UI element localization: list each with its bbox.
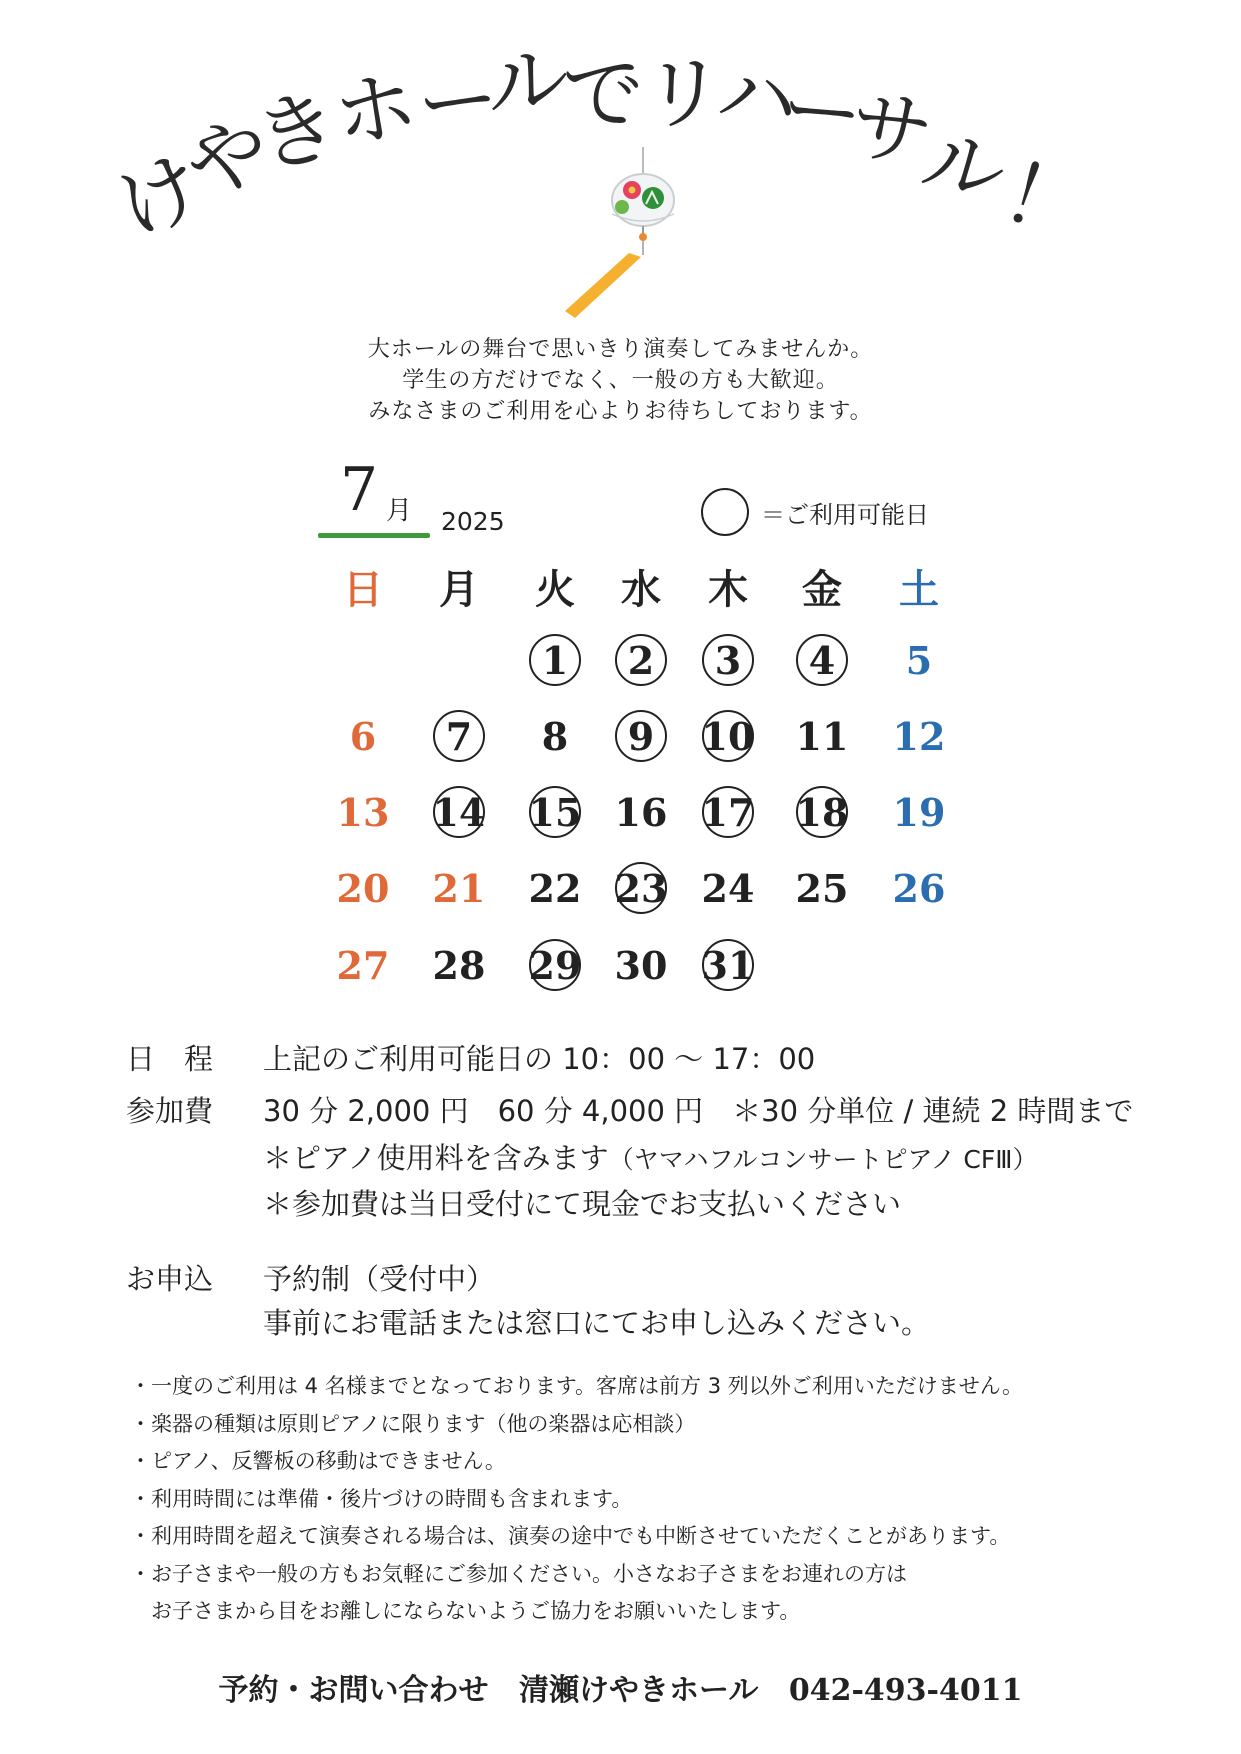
contact-venue: 清瀬けやきホール — [518, 1673, 759, 1708]
notes-list — [130, 1368, 1023, 1631]
contact-phone: 042-493-4011 — [788, 1673, 1023, 1708]
day-number: 25 — [795, 865, 849, 911]
calendar-day-available — [601, 706, 681, 766]
calendar-day-available — [688, 935, 768, 995]
calendar-day — [323, 858, 403, 918]
day-number: 3 — [714, 637, 742, 683]
availability-circle-icon — [615, 634, 667, 686]
note-item: ・利用時間を超えて演奏される場合は、演奏の途中でも中断させていただくことがあります。 — [130, 1524, 1011, 1548]
note-item: ・一度のご利用は 4 名様までとなっております。客席は前方 3 列以外ご利用いただけません。 — [130, 1374, 1023, 1398]
title-char: ハ — [711, 47, 802, 150]
legend-label: ＝ご利用可能日 — [761, 501, 929, 529]
day-number: 8 — [541, 713, 569, 759]
legend-circle-icon — [701, 488, 749, 536]
note-item: ・楽器の種類は原則ピアノに限ります（他の楽器は応相談） — [130, 1411, 696, 1436]
day-number: 30 — [614, 942, 668, 988]
calendar-day-available — [782, 782, 862, 842]
title-arch — [0, 0, 1241, 340]
calendar-year: 2025 — [441, 507, 505, 536]
day-number: 21 — [432, 865, 486, 911]
availability-circle-icon — [796, 786, 848, 838]
apply-value: 予約制（受付中） — [263, 1262, 496, 1296]
title-char: ！ — [991, 144, 1099, 261]
note-item: ・ピアノ、反響板の移動はできません。 — [130, 1449, 506, 1473]
day-number: 12 — [892, 713, 946, 759]
day-number: 19 — [892, 789, 946, 835]
calendar-day — [879, 782, 959, 842]
fee-note-piano — [263, 1136, 1037, 1177]
note-item: ・利用時間には準備・後片づけの時間も含まれます。 — [130, 1486, 633, 1511]
weekday-header: 土 — [899, 565, 939, 613]
title-char: ル — [484, 32, 572, 133]
wind-chime-illustration — [565, 147, 674, 318]
calendar-day-available — [419, 706, 499, 766]
intro-line: みなさまのご利用を心よりお待ちしております。 — [368, 399, 873, 424]
fee-note-piano-text: ＊ピアノ使用料を含みます — [263, 1141, 609, 1175]
calendar-day — [782, 706, 862, 766]
calendar-day-available — [782, 630, 862, 690]
title-char: ホ — [327, 57, 424, 164]
day-number: 2 — [627, 637, 655, 683]
day-number: 27 — [336, 942, 390, 988]
intro-text — [0, 334, 1241, 427]
availability-circle-icon — [702, 634, 754, 686]
calendar-day-available — [419, 782, 499, 842]
day-number: 11 — [795, 713, 849, 759]
calendar-day — [782, 858, 862, 918]
weekday-header: 火 — [535, 565, 575, 613]
day-number: 10 — [701, 713, 755, 759]
availability-circle-icon — [433, 710, 485, 762]
apply-label: お申込 — [126, 1262, 214, 1296]
availability-circle-icon — [433, 786, 485, 838]
calendar-day — [323, 782, 403, 842]
title-char: サ — [841, 76, 941, 185]
calendar-day — [515, 858, 595, 918]
calendar-day-available — [601, 858, 681, 918]
calendar-day — [323, 706, 403, 766]
day-number: 20 — [336, 865, 390, 911]
calendar-month: 7 — [340, 455, 379, 525]
title-char: や — [175, 101, 282, 216]
day-number: 4 — [808, 637, 836, 683]
availability-circle-icon — [796, 634, 848, 686]
calendar-day — [515, 706, 595, 766]
day-number: 26 — [892, 865, 946, 911]
calendar-day — [879, 858, 959, 918]
day-number: 6 — [349, 713, 377, 759]
day-number: 13 — [336, 789, 390, 835]
day-number: 16 — [614, 789, 668, 835]
weekday-header: 日 — [343, 565, 383, 613]
schedule-value: 上記のご利用可能日の 10：00 ～ 17：00 — [263, 1042, 816, 1076]
page-title — [104, 33, 1098, 260]
fee-value: 30 分 2,000 円 60 分 4,000 円 ＊30 分単位 / 連続 2 時間まで — [263, 1094, 1134, 1128]
availability-circle-icon — [615, 862, 667, 914]
calendar-day — [323, 935, 403, 995]
availability-circle-icon — [615, 710, 667, 762]
title-char: き — [247, 77, 348, 188]
day-number: 28 — [432, 942, 486, 988]
calendar-day — [601, 935, 681, 995]
availability-circle-icon — [702, 786, 754, 838]
day-number: 15 — [528, 789, 582, 835]
schedule-label: 日 程 — [126, 1042, 214, 1076]
day-number: 17 — [701, 789, 755, 835]
apply-instructions: 事前にお電話または窓口にてお申し込みください。 — [263, 1306, 931, 1340]
availability-circle-icon — [702, 710, 754, 762]
title-char: で — [561, 47, 645, 142]
calendar-day-available — [688, 630, 768, 690]
contact-footer — [0, 1665, 1241, 1709]
availability-circle-icon — [529, 786, 581, 838]
calendar-day — [419, 858, 499, 918]
calendar-month-unit: 月 — [386, 496, 413, 526]
day-number: 23 — [614, 865, 668, 911]
day-number: 31 — [701, 942, 755, 988]
calendar-day — [419, 935, 499, 995]
availability-circle-icon — [529, 634, 581, 686]
day-number: 9 — [627, 713, 655, 759]
day-number: 24 — [701, 865, 755, 911]
calendar-day — [879, 706, 959, 766]
day-number: 29 — [528, 942, 582, 988]
calendar-day — [688, 858, 768, 918]
weekday-header: 水 — [621, 565, 661, 613]
fee-note-piano-model: （ヤマハフルコンサートピアノ CFⅢ） — [608, 1145, 1038, 1174]
calendar-day-available — [515, 935, 595, 995]
title-char: ル — [911, 110, 1016, 224]
day-number: 5 — [905, 637, 933, 683]
weekday-header: 金 — [802, 565, 842, 613]
contact-label: 予約・お問い合わせ — [218, 1673, 489, 1708]
fee-label: 参加費 — [126, 1094, 214, 1128]
note-item: ・お子さまや一般の方もお気軽にご参加ください。小さなお子さまをお連れの方は — [130, 1561, 907, 1586]
calendar-day-available — [515, 782, 595, 842]
day-number: 1 — [541, 637, 569, 683]
day-number: 7 — [445, 713, 473, 759]
calendar-day — [601, 782, 681, 842]
title-char: ー — [413, 51, 504, 154]
calendar-day-available — [688, 706, 768, 766]
title-char: ー — [774, 59, 870, 166]
month-underline — [318, 533, 430, 538]
title-char: け — [104, 138, 217, 257]
calendar-day-available — [601, 630, 681, 690]
day-number: 22 — [528, 865, 582, 911]
title-char: リ — [640, 45, 726, 144]
calendar-day — [879, 630, 959, 690]
calendar-day-available — [515, 630, 595, 690]
availability-circle-icon — [529, 939, 581, 991]
day-number: 18 — [795, 789, 849, 835]
day-number: 14 — [432, 789, 486, 835]
intro-line: 学生の方だけでなく、一般の方も大歓迎。 — [402, 368, 839, 393]
availability-circle-icon — [702, 939, 754, 991]
weekday-header: 月 — [439, 565, 479, 613]
note-item: お子さまから目をお離しにならないようご協力をお願いいたします。 — [130, 1599, 801, 1623]
calendar-day-available — [688, 782, 768, 842]
weekday-header: 木 — [708, 565, 748, 613]
intro-line: 大ホールの舞台で思いきり演奏してみませんか。 — [367, 337, 874, 362]
fee-note-payment: ＊参加費は当日受付にて現金でお支払いください — [263, 1187, 902, 1221]
